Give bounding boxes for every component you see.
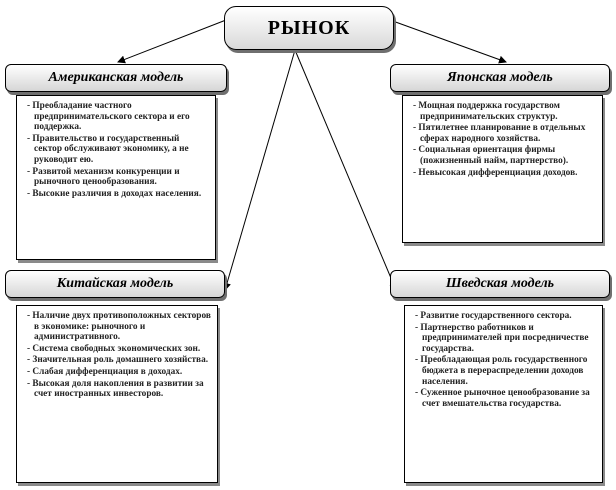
list-item: - Мощная поддержка государством предпринимательских структур. xyxy=(413,101,596,122)
list-item: - Развитой механизм конкуренции и рыночного ценообразования. xyxy=(27,167,209,188)
swedish-model-box xyxy=(404,305,603,483)
list-item: - Система свободных экономических зон. xyxy=(27,344,211,355)
list-item: - Партнерство работников и предпринимателей при посредничестве государства. xyxy=(415,323,596,355)
list-item: - Значительная роль домашнего хозяйства. xyxy=(27,355,211,366)
japanese-model-title xyxy=(390,64,610,92)
list-item: - Социальная ориентация фирмы (пожизненный найм, партнерство). xyxy=(413,145,596,166)
list-item: - Невысокая дифференциация доходов. xyxy=(413,168,596,179)
list-item: - Пятилетнее планирование в отдельных сферах народного хозяйства. xyxy=(413,123,596,144)
market-root-label: РЫНОК xyxy=(267,16,351,39)
arrow-to-chinese xyxy=(225,50,295,290)
japanese-model-title-text: Японская модель xyxy=(447,70,553,85)
swedish-model-list xyxy=(405,306,602,409)
list-item: - Преобладание частного предпринимательского сектора и его поддержка. xyxy=(27,101,209,133)
american-model-box xyxy=(16,95,216,260)
list-item: - Правительство и государственный сектор обслуживают экономику, а не руководит ею. xyxy=(27,134,209,166)
japanese-model-list xyxy=(403,96,602,178)
list-item: - Развитие государственного сектора. xyxy=(415,311,596,322)
chinese-model-box xyxy=(16,305,218,483)
list-item: - Высокая доля накопления в развитии за счет иностранных инвесторов. xyxy=(27,379,211,400)
chinese-model-title-text: Китайская модель xyxy=(56,276,174,291)
american-model-title-text: Американская модель xyxy=(48,70,184,85)
arrow-to-swedish xyxy=(295,50,396,290)
arrow-to-american xyxy=(118,20,226,62)
list-item: - Слабая дифференциация в доходах. xyxy=(27,367,211,378)
japanese-model-box xyxy=(402,95,603,243)
list-item: - Суженное рыночное ценообразование за счет вмешательства государства. xyxy=(415,388,596,409)
list-item: - Преобладающая роль государственного бюджета в перераспределении доходов населения. xyxy=(415,355,596,387)
american-model-title xyxy=(5,64,227,92)
american-model-list xyxy=(17,96,215,199)
chinese-model-list xyxy=(17,306,217,400)
swedish-model-title-text: Шведская модель xyxy=(445,276,555,291)
list-item: - Высокие различия в доходах населения. xyxy=(27,189,209,200)
swedish-model-title xyxy=(390,270,610,298)
chinese-model-title xyxy=(5,270,225,298)
market-root-node xyxy=(224,6,394,50)
arrow-to-japanese xyxy=(390,20,506,62)
list-item: - Наличие двух противоположных секторов в экономике: рыночного и административного. xyxy=(27,311,211,343)
